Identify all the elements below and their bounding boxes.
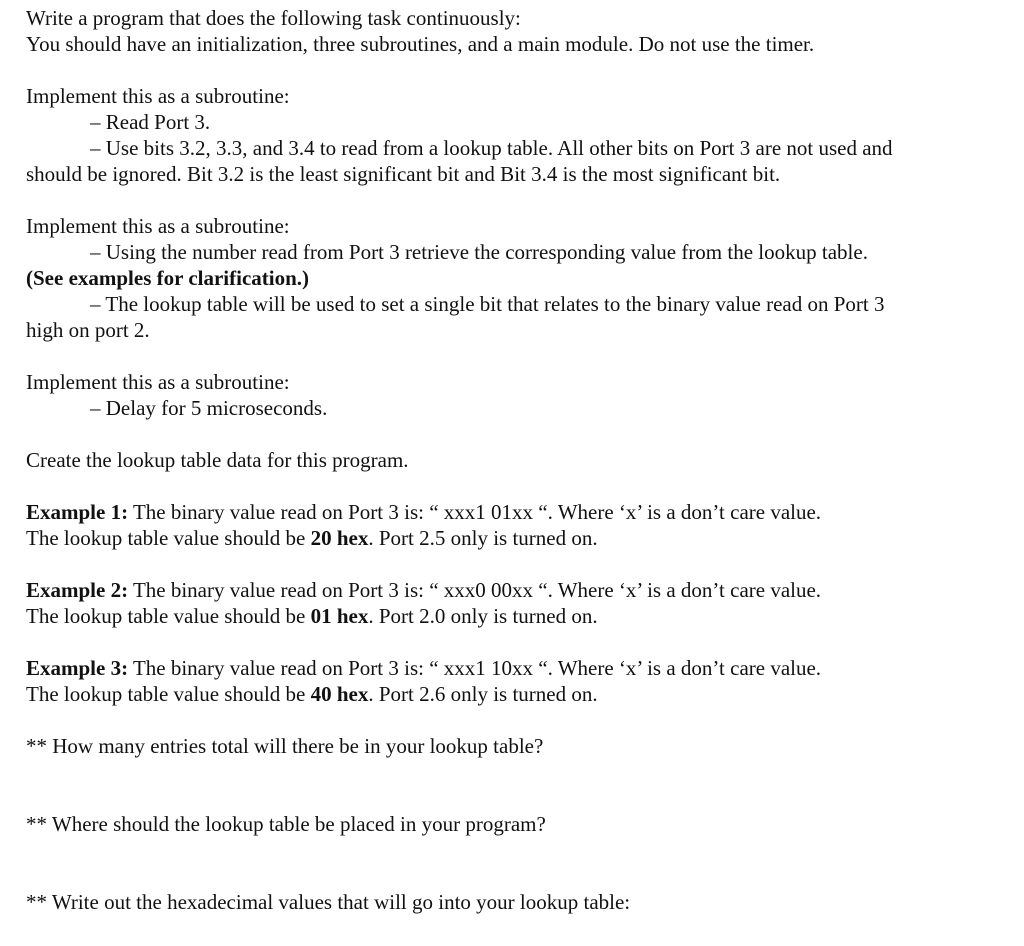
example-3-text: The binary value read on Port 3 is: “ xxx1 10xx “. Where ‘x’ is a don’t care value. xyxy=(128,656,822,680)
example-3-line-2 xyxy=(26,681,996,707)
example-2-value: 01 hex xyxy=(310,604,369,628)
subroutine-1-heading: Implement this as a subroutine: xyxy=(26,84,290,108)
clarification-note: (See examples for clarification.) xyxy=(26,266,310,290)
subroutine-2-item-1: – Using the number read from Port 3 retrieve the corresponding value from the lookup table. xyxy=(90,240,868,264)
example-3-line-1 xyxy=(26,655,996,681)
question-2: ** Where should the lookup table be placed in your program? xyxy=(26,812,546,836)
example-3-value: 40 hex xyxy=(310,682,369,706)
example-2-line-1 xyxy=(26,577,996,603)
subroutine-2-item-2-line-1: – The lookup table will be used to set a single bit that relates to the binary value read on Port 3 xyxy=(90,292,885,316)
example-2-label: Example 2: xyxy=(26,578,129,602)
example-1-line-1 xyxy=(26,499,996,525)
example-1-value: 20 hex xyxy=(310,526,369,550)
subroutine-1-item-2-line-1: – Use bits 3.2, 3.3, and 3.4 to read from a lookup table. All other bits on Port 3 are not used and xyxy=(90,136,893,160)
question-3: ** Write out the hexadecimal values that will go into your lookup table: xyxy=(26,890,631,914)
example-1-line-2 xyxy=(26,525,996,551)
example-2-result-suffix: . Port 2.0 only is turned on. xyxy=(368,604,598,628)
example-2-line-2 xyxy=(26,603,996,629)
subroutine-1-item-2-line-2: should be ignored. Bit 3.2 is the least significant bit and Bit 3.4 is the most significant bit. xyxy=(26,162,781,186)
example-1-result-suffix: . Port 2.5 only is turned on. xyxy=(368,526,598,550)
subroutine-2-note xyxy=(26,265,996,291)
example-3-result-suffix: . Port 2.6 only is turned on. xyxy=(368,682,598,706)
intro-line-1: Write a program that does the following task continuously: xyxy=(26,6,521,30)
example-2-text: The binary value read on Port 3 is: “ xxx0 00xx “. Where ‘x’ is a don’t care value. xyxy=(128,578,822,602)
subroutine-2-heading: Implement this as a subroutine: xyxy=(26,214,290,238)
example-1-text: The binary value read on Port 3 is: “ xxx1 01xx “. Where ‘x’ is a don’t care value. xyxy=(128,500,822,524)
subroutine-3-item-1: – Delay for 5 microseconds. xyxy=(90,396,328,420)
example-3-label: Example 3: xyxy=(26,656,129,680)
create-table-instruction: Create the lookup table data for this program. xyxy=(26,448,409,472)
question-1: ** How many entries total will there be in your lookup table? xyxy=(26,734,544,758)
example-3-result-prefix: The lookup table value should be xyxy=(26,682,311,706)
subroutine-2-item-2-line-2: high on port 2. xyxy=(26,318,150,342)
subroutine-1-item-1: – Read Port 3. xyxy=(90,110,211,134)
example-1-result-prefix: The lookup table value should be xyxy=(26,526,311,550)
example-1-label: Example 1: xyxy=(26,500,129,524)
intro-line-2: You should have an initialization, three subroutines, and a main module. Do not use the timer. xyxy=(26,32,815,56)
subroutine-3-heading: Implement this as a subroutine: xyxy=(26,370,290,394)
example-2-result-prefix: The lookup table value should be xyxy=(26,604,311,628)
document-page xyxy=(26,5,996,915)
